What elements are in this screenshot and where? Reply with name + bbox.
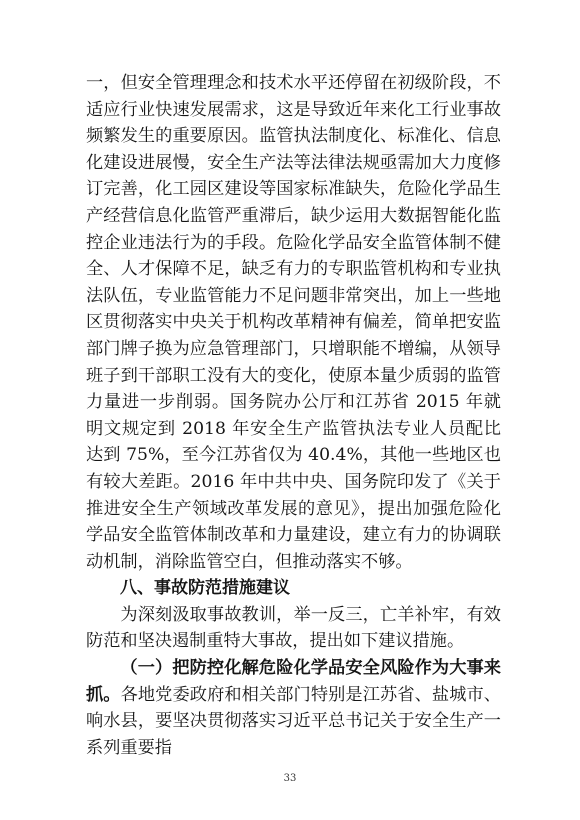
paragraph-supervision-shortcomings: 一，但安全管理理念和技术水平还停留在初级阶段，不适应行业快速发展需求，这是导致近年来化工行业事故频繁发生的重要原因。监管执法制度化、标准化、信息化建设进展慢，安全生产法等法律法规亟需加大力度修订完善，化工园区建设等国家标准缺失，危险化学品生产经营信息化监管严重滞后，缺少运用大数据智能化监控企业违法行为的手段。危险化学品安全监管体制不健全、人才保障不足，缺乏有力的专职监管机构和专业执法队伍，专业监管能力不足问题非常突出，加上一些地区贯彻落实中央关于机构改革精神有偏差，简单把安监部门牌子换为应急管理部门，只增职能不增编，从领导班子到干部职工没有大的变化，使原本量少质弱的监管力量进一步削弱。国务院办公厅和江苏省 2015 年就明文规定到 2018 年安全生产监管执法专业人员配比达到 75%，至今江苏省仅为 40.4%，其他一些地区也有较大差距。2016 年中共中央、国务院印发了《关于推进安全生产领域改革发展的意见》，提出加强危险化学品安全监管体制改革和力量建设，建立有力的协调联动机制，消除监管空白，但推动落实不够。 xyxy=(86,73,501,572)
subheading-risk-control: （一）把防控化解危险化学品安全风险作为大事来抓。 xyxy=(86,658,501,705)
paragraph-measures-intro: 为深刻汲取事故教训，举一反三，亡羊补牢，有效防范和坚决遏制重特大事故，提出如下建议措施。 xyxy=(86,604,501,652)
paragraph-subsection-1-text: 各地党委政府和相关部门特别是江苏省、盐城市、响水县，要坚决贯彻落实习近平总书记关于安全生产一系列重要指 xyxy=(86,684,501,758)
page-number: 33 xyxy=(283,773,297,784)
section-heading-prevention-measures: 八、事故防范措施建议 xyxy=(120,578,290,599)
paragraph-subsection-1 xyxy=(86,655,501,761)
document-body xyxy=(86,70,501,761)
